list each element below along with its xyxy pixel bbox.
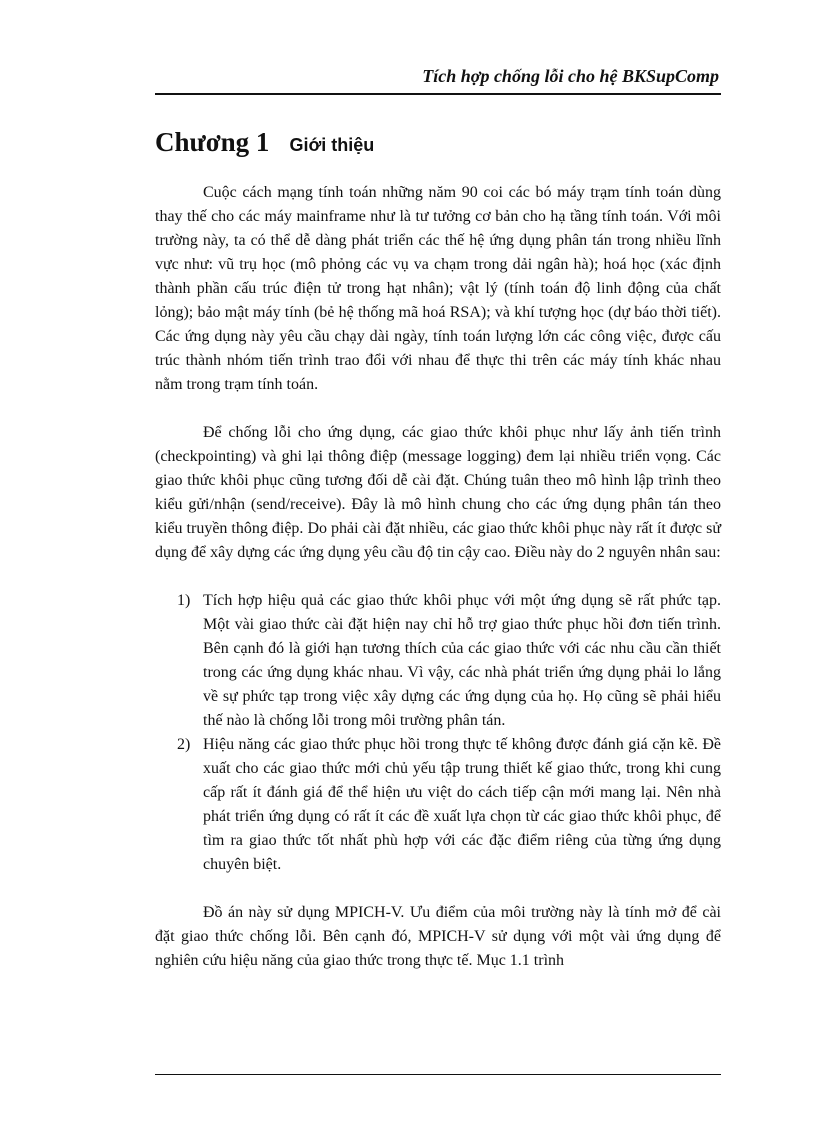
numbered-list bbox=[155, 589, 721, 877]
paragraph: Để chống lỗi cho ứng dụng, các giao thức khôi phục như lấy ảnh tiến trình (checkpointing) và ghi lại thông điệp (message logging) đem lại nhiều triển vọng. Các giao thức khôi phục cũng tương đối dễ cài đặt. Chúng tuân theo mô hình lập trình theo kiểu gửi/nhận (send/receive). Đây là mô hình chung cho các ứng dụng phân tán theo kiểu truyền thông điệp. Do phải cài đặt nhiều, các giao thức khôi phục này rất ít được sử dụng để xây dựng các ứng dụng yêu cầu độ tin cậy cao. Điều này do 2 nguyên nhân sau: bbox=[155, 424, 721, 561]
header-rule bbox=[155, 93, 721, 95]
paragraph: Cuộc cách mạng tính toán những năm 90 coi các bó máy trạm tính toán dùng thay thế cho các máy mainframe như là tư tưởng cơ bản cho hạ tầng tính toán. Với môi trường này, ta có thể dễ dàng phát triển các thế hệ ứng dụng phân tán trong nhiều lĩnh vực như: vũ trụ học (mô phỏng các vụ va chạm trong dải ngân hà); hoá học (xác định thành phần cấu trúc điện tử trong hạt nhân); vật lý (tính toán độ linh động của chất lỏng); bảo mật máy tính (bẻ hệ thống mã hoá RSA); và khí tượng học (dự báo thời tiết). Các ứng dụng này yêu cầu chạy dài ngày, tính toán lượng lớn các công việc, được cấu trúc thành nhóm tiến trình trao đổi với nhau để thực thi trên các máy tính khác nhau nằm trong trạm tính toán. bbox=[155, 184, 721, 393]
chapter-title: Giới thiệu bbox=[289, 135, 375, 155]
list-item bbox=[155, 733, 721, 877]
list-marker: 2) bbox=[177, 736, 191, 753]
list-marker: 1) bbox=[177, 592, 191, 609]
chapter-heading bbox=[155, 127, 374, 158]
list-item-text: Hiệu năng các giao thức phục hồi trong thực tế không được đánh giá cặn kẽ. Đề xuất cho các giao thức mới chủ yếu tập trung thiết kế giao thức, trong khi cung cấp rất ít đánh giá để thể hiện ưu việt do cách tiếp cận mới mang lại. Nên nhà phát triển ứng dụng có rất ít các đề xuất lựa chọn từ các giao thức khôi phục, để tìm ra giao thức tốt nhất phù hợp với các đặc điểm riêng của từng ứng dụng chuyên biệt. bbox=[203, 736, 721, 873]
paragraph: Đồ án này sử dụng MPICH-V. Ưu điểm của môi trường này là tính mở để cài đặt giao thức chống lỗi. Bên cạnh đó, MPICH-V sử dụng với một vài ứng dụng để nghiên cứu hiệu năng của giao thức trong thực tế. Mục 1.1 trình bbox=[155, 904, 721, 969]
body-text bbox=[155, 181, 721, 973]
footer-rule bbox=[155, 1074, 721, 1075]
list-item-text: Tích hợp hiệu quả các giao thức khôi phục với một ứng dụng sẽ rất phức tạp. Một vài giao thức cài đặt hiện nay chỉ hỗ trợ giao thức phục hồi đơn tiến trình. Bên cạnh đó là giới hạn tương thích của các giao thức với các nhu cầu cần thiết trong các ứng dụng khác nhau. Vì vậy, các nhà phát triển ứng dụng phải lo lắng về sự phức tạp trong việc xây dựng các ứng dụng của họ. Họ cũng sẽ phải hiểu thế nào là chống lỗi trong môi trường phân tán. bbox=[203, 592, 721, 729]
running-header-title: Tích hợp chống lỗi cho hệ BKSupComp bbox=[422, 66, 719, 86]
list-item bbox=[155, 589, 721, 733]
chapter-number: Chương 1 bbox=[155, 127, 270, 157]
